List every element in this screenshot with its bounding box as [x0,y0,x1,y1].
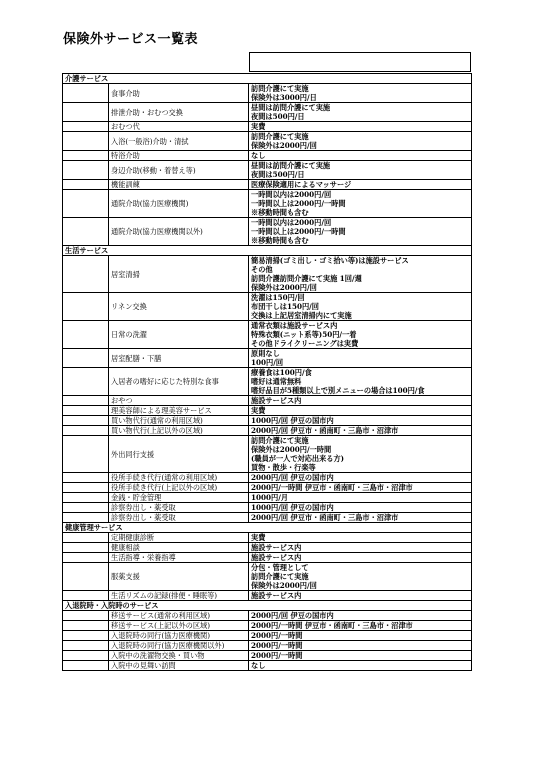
detail-line: 簡易清掃(ゴミ出し・ゴミ拾い等)は施設サービス [251,256,409,265]
service-row [63,84,472,103]
service-row [63,180,472,190]
service-detail [249,151,472,161]
indent-cell [63,151,109,161]
detail-line: 昼間は訪問介護にて実施 [251,103,331,112]
service-detail [249,180,472,190]
indent-cell [63,103,109,122]
detail-line: ※移動時間も含む [251,236,309,245]
section-header-row [63,523,472,533]
indent-cell [63,591,109,601]
indent-cell [63,533,109,543]
detail-line: 1000円/月 [251,493,289,502]
detail-line: 1000円/回 伊豆の国市内 [251,503,334,512]
service-row [63,161,472,180]
indent-cell [63,190,109,218]
service-item: 役所手続き代行(通常の利用区域) [109,473,249,483]
detail-line: 1000円/回 伊豆の国市内 [251,416,334,425]
section-title: 生活サービス [63,246,472,256]
detail-line: 一時間以内は2000円/回 [251,218,332,227]
service-item: 定期健康診断 [109,533,249,543]
service-detail [249,611,472,621]
indent-cell [63,621,109,631]
service-detail [249,368,472,396]
detail-line: 保険外は3000円/日 [251,93,317,102]
service-detail [249,553,472,563]
detail-line: 布団干しは150円/回 [251,302,319,311]
detail-line: 特殊衣類(ニット系等)50円/一着 [251,330,357,339]
service-item: 入浴(一般浴)介助・清拭 [109,132,249,151]
service-detail [249,621,472,631]
stamp-box [249,52,471,72]
service-row [63,151,472,161]
service-row [63,349,472,368]
detail-line: 原則なし [251,349,280,358]
detail-line: 実費 [251,122,266,131]
detail-line: なし [251,151,266,160]
service-row [63,293,472,321]
detail-line: 2000円/回 伊豆市・函南町・三島市・沼津市 [251,426,399,435]
service-row [63,513,472,523]
service-row [63,406,472,416]
indent-cell [63,218,109,246]
indent-cell [63,180,109,190]
detail-line: 洗濯は150円/回 [251,293,305,302]
indent-cell [63,631,109,641]
service-detail [249,416,472,426]
service-detail [249,591,472,601]
indent-cell [63,493,109,503]
detail-line: 2000円/回 伊豆の国市内 [251,473,334,482]
service-item: 通院介助(協力医療機関) [109,190,249,218]
indent-cell [63,406,109,416]
section-title: 入退院時・入院時のサービス [63,601,472,611]
detail-line: その他ドライクリーニングは実費 [251,339,359,348]
detail-line: 嗜好品目が5種類以上で別メニューの場合は100円/食 [251,386,425,395]
service-item: 入居者の嗜好に応じた特別な食事 [109,368,249,396]
detail-line: 100円/回 [251,358,284,367]
detail-line: 保険外は2000円/回 [251,581,317,590]
section-title: 健康管理サービス [63,523,472,533]
service-item: 入院中の見舞い訪問 [109,661,249,671]
service-row [63,493,472,503]
detail-line: 一時間以上は2000円/一時間 [251,199,346,208]
service-detail [249,533,472,543]
service-item: 通院介助(協力医療機関以外) [109,218,249,246]
indent-cell [63,563,109,591]
section-header-row [63,601,472,611]
detail-line: 保険外は2000円/回 [251,283,317,292]
service-detail [249,631,472,641]
detail-line: 訪問介護にて実施 [251,436,309,445]
indent-cell [63,661,109,671]
service-item: 居室配膳・下膳 [109,349,249,368]
service-detail [249,426,472,436]
service-row [63,416,472,426]
detail-line: 施設サービス内 [251,553,302,562]
service-row [63,503,472,513]
service-row [63,218,472,246]
indent-cell [63,651,109,661]
detail-line: 訪問介護にて実施 [251,132,309,141]
indent-cell [63,132,109,151]
service-row [63,426,472,436]
service-detail [249,473,472,483]
service-item: 入退院時の同行(協力医療機関以外) [109,641,249,651]
service-item: 生活指導・栄養指導 [109,553,249,563]
service-detail [249,436,472,473]
indent-cell [63,426,109,436]
service-detail [249,563,472,591]
service-row [63,396,472,406]
service-item: 金銭・貯金管理 [109,493,249,503]
service-item: 入退院時の同行(協力医療機関) [109,631,249,641]
detail-line: その他 [251,265,273,274]
detail-line: 2000円/一時間 伊豆市・函南町・三島市・沼津市 [251,621,413,630]
service-detail [249,190,472,218]
service-detail [249,493,472,503]
service-detail [249,661,472,671]
detail-line: 療養食は100円/食 [251,368,312,377]
service-item: リネン交換 [109,293,249,321]
service-item: 居室清掃 [109,256,249,293]
service-row [63,621,472,631]
detail-line: 実費 [251,533,266,542]
service-row [63,651,472,661]
service-row [63,256,472,293]
section-title: 介護サービス [63,74,472,84]
detail-line: 夜間は500円/日 [251,112,305,121]
service-row [63,533,472,543]
indent-cell [63,416,109,426]
service-item: 入院中の洗濯物交換・買い物 [109,651,249,661]
detail-line: 分包・管理として [251,563,309,572]
service-item: 移送サービス(上記以外の区域) [109,621,249,631]
service-item: 日常の洗濯 [109,321,249,349]
service-detail [249,161,472,180]
detail-line: 保険外は2000円/一時間 [251,445,332,454]
service-detail [249,396,472,406]
service-row [63,641,472,651]
detail-line: 一時間以内は2000円/回 [251,190,332,199]
service-row [63,553,472,563]
indent-cell [63,473,109,483]
section-header-row [63,74,472,84]
detail-line: 2000円/一時間 [251,651,303,660]
detail-line: 2000円/一時間 [251,641,303,650]
service-item: 健康相談 [109,543,249,553]
service-item: 特浴介助 [109,151,249,161]
service-detail [249,132,472,151]
indent-cell [63,161,109,180]
service-detail [249,503,472,513]
service-item: 役所手続き代行(上記以外の区域) [109,483,249,493]
service-detail [249,543,472,553]
service-detail [249,84,472,103]
service-item: 診察券出し・薬受取 [109,503,249,513]
service-row [63,103,472,122]
service-row [63,631,472,641]
service-item: 理美容師による理美容サービス [109,406,249,416]
service-item: 食事介助 [109,84,249,103]
detail-line: 一時間以上は2000円/一時間 [251,227,346,236]
service-item: おやつ [109,396,249,406]
detail-line: 実費 [251,406,266,415]
service-table-body [63,74,472,671]
service-detail [249,293,472,321]
service-item: 買い物代行(上記以外の区域) [109,426,249,436]
detail-line: 通常衣類は施設サービス内 [251,321,338,330]
detail-line: (職員が一人で対応出来る方) [251,454,345,463]
service-row [63,563,472,591]
service-row [63,611,472,621]
detail-line: 訪問介護にて実施 [251,84,309,93]
section-header-row [63,246,472,256]
detail-line: 訪問介護にて実施 [251,572,309,581]
detail-line: 昼間は訪問介護にて実施 [251,161,331,170]
service-row [63,122,472,132]
indent-cell [63,84,109,103]
service-row [63,473,472,483]
service-detail [249,122,472,132]
service-row [63,591,472,601]
service-detail [249,641,472,651]
service-detail [249,483,472,493]
indent-cell [63,368,109,396]
service-row [63,436,472,473]
indent-cell [63,483,109,493]
detail-line: 2000円/回 伊豆市・函南町・三島市・沼津市 [251,513,399,522]
service-detail [249,218,472,246]
indent-cell [63,122,109,132]
service-table [62,73,472,671]
service-item: 生活リズムの記録(排便・睡眠等) [109,591,249,601]
service-detail [249,321,472,349]
service-item: 排泄介助・おむつ交換 [109,103,249,122]
service-detail [249,651,472,661]
indent-cell [63,503,109,513]
service-item: 外出同行支援 [109,436,249,473]
service-row [63,483,472,493]
detail-line: 買物・散歩・行楽等 [251,463,316,472]
detail-line: 施設サービス内 [251,396,302,405]
service-row [63,321,472,349]
indent-cell [63,513,109,523]
service-item: 買い物代行(通常の利用区域) [109,416,249,426]
detail-line: 医療保険適用によるマッサージ [251,180,352,189]
detail-line: 施設サービス内 [251,591,302,600]
indent-cell [63,321,109,349]
service-item: おむつ代 [109,122,249,132]
detail-line: 保険外は2000円/回 [251,141,317,150]
indent-cell [63,293,109,321]
detail-line: 2000円/一時間 [251,631,303,640]
detail-line: 交換は上記居室清掃内にて実施 [251,311,352,320]
detail-line: 施設サービス内 [251,543,302,552]
indent-cell [63,611,109,621]
service-row [63,190,472,218]
service-item: 身辺介助(移動・着替え等) [109,161,249,180]
indent-cell [63,396,109,406]
service-row [63,543,472,553]
service-detail [249,103,472,122]
indent-cell [63,436,109,473]
detail-line: なし [251,661,266,670]
indent-cell [63,641,109,651]
service-detail [249,256,472,293]
indent-cell [63,553,109,563]
indent-cell [63,256,109,293]
page-title: 保険外サービス一覧表 [63,32,199,47]
detail-line: 夜間は500円/日 [251,170,305,179]
service-row [63,132,472,151]
detail-line: 嗜好は通常無料 [251,377,302,386]
detail-line: ※移動時間も含む [251,208,309,217]
indent-cell [63,349,109,368]
service-row [63,368,472,396]
service-item: 移送サービス(通常の利用区域) [109,611,249,621]
service-detail [249,513,472,523]
service-item: 診察券出し・薬受取 [109,513,249,523]
service-row [63,661,472,671]
service-detail [249,406,472,416]
indent-cell [63,543,109,553]
detail-line: 2000円/回 伊豆の国市内 [251,611,334,620]
detail-line: 訪問介護訪問介護にて実施 1回/週 [251,274,362,283]
detail-line: 2000円/一時間 伊豆市・函南町・三島市・沼津市 [251,483,413,492]
service-detail [249,349,472,368]
service-item: 服薬支援 [109,563,249,591]
service-item: 機能訓練 [109,180,249,190]
